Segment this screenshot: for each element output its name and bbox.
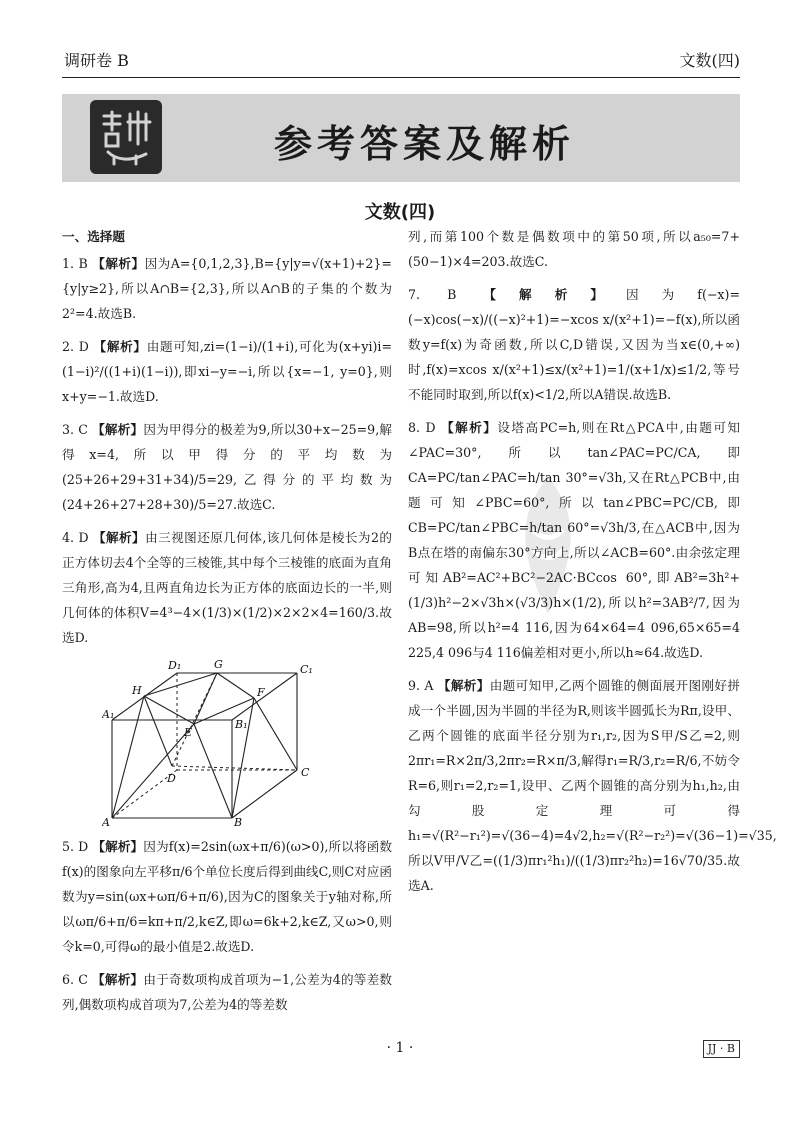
analysis-tag: 【解析】 [92, 422, 144, 437]
label-g: G [214, 658, 223, 671]
continuation-text: 列,而第100个数是偶数项中的第50项,所以a₅₀=7+(50−1)×4=203.故选C. [408, 229, 740, 269]
label-a1: A₁ [102, 708, 115, 721]
title-banner [62, 94, 740, 182]
analysis-tag: 【解析】 [483, 287, 626, 302]
label-f: F [257, 686, 265, 699]
label-h: H [132, 684, 142, 697]
item-number: 6. C [62, 972, 88, 987]
answer-item [408, 673, 777, 898]
item-number: 2. D [62, 339, 89, 354]
label-b: B [234, 816, 243, 828]
analysis-tag: 【解析】 [92, 972, 144, 987]
label-b1: B₁ [235, 718, 248, 731]
answer-item [408, 415, 740, 665]
analysis-tag: 【解析】 [92, 256, 145, 271]
header-rule [62, 77, 740, 78]
header-left: 调研卷 B [64, 51, 129, 70]
page-number: · 1 · [386, 1040, 414, 1056]
label-d: D [167, 772, 176, 785]
analysis-tag: 【解析】 [93, 339, 147, 354]
analysis-tag: 【解析】 [92, 839, 144, 854]
label-c: C [301, 766, 310, 779]
item-number: 8. D [408, 420, 436, 435]
analysis-tag: 【解析】 [437, 678, 490, 693]
footer-code-badge: JJ · B [703, 1040, 740, 1058]
analysis-tag: 【解析】 [441, 420, 498, 435]
item-number: 1. B [62, 256, 88, 271]
answer-item [62, 834, 392, 959]
answer-item [62, 251, 392, 326]
item-text: 因为f(−x)=(−x)cos(−x)/((−x)²+1)=−xcos x/(x²+1)=−f(x),所以函数y=f(x)为奇函数,所以C,D错误,又因为当x∈(0,+∞)时,f(x)=xcos x/(x²+1)≤x/(x²+1)=1/(x+1/x)≤1/2,等号不能同时取到,所以f(x)<1/2,所以A错误.故选B. [408, 287, 740, 402]
header-right: 文数(四) [679, 51, 740, 70]
item-number: 5. D [62, 839, 89, 854]
item-number: 7. B [408, 287, 457, 302]
label-c1: C₁ [300, 663, 313, 676]
page-subtitle: 文数(四) [364, 202, 436, 223]
banner-title: 参考答案及解析 [274, 122, 576, 166]
section-title: 一、选择题 [62, 229, 125, 244]
geometry-figure [102, 658, 342, 828]
item-text: 由题可知,zi=(1−i)/(1+i),可化为(x+yi)i=(1−i)²/((1+i)(1−i)),即xi−y=−i,所以{x=−1, y=0},则x+y=−1.故选D. [62, 339, 393, 404]
analysis-tag: 【解析】 [92, 530, 146, 545]
item-text: 由于奇数项构成首项为−1,公差为4的等差数列,偶数项构成首项为7,公差为4的等差数 [62, 972, 392, 1012]
left-column [62, 224, 392, 1025]
item-text: 因为甲得分的极差为9,所以30+x−25=9,解得x=4,所以甲得分的平均数为(25+26+29+31+34)/5=29,乙得分的平均数为(24+26+27+28+30)/5=27.故选C. [62, 422, 393, 512]
item-text: 由三视图还原几何体,该几何体是棱长为2的正方体切去4个全等的三棱锥,其中每个三棱锥的底面为直角三角形,高为4,且两直角边长为正方体的底面边长的一半,则几何体的体积V=4³−4×(1/3)×(1/2)×2×2×4=160/3.故选D. [62, 530, 392, 645]
item-text: 由题可知甲,乙两个圆锥的侧面展开图刚好拼成一个半圆,因为半圆的半径为R,则该半圆弧长为Rπ,设甲、乙两个圆锥的底面半径分别为r₁,r₂,因为S甲/S乙=2,则2πr₁=R×2π/3,2πr₂=R×π/3,解得r₁=R/3,r₂=R/6,不妨令R=6,则r₁=2,r₂=1,设甲、乙两个圆锥的高分别为h₁,h₂,由勾股定理可得h₁=√(R²−r₁²)=√(36−4)=4√2,h₂=√(R²−r₂²)=√(36−1)=√35,所以V甲/V乙=((1/3)πr₁²h₁)/((1/3)πr₂²h₂)=16√70/35.故选A. [408, 678, 777, 893]
answer-item [62, 417, 392, 517]
item-number: 9. A [408, 678, 434, 693]
item-number: 4. D [62, 530, 89, 545]
item-text: 因为A={0,1,2,3},B={y|y=√(x+1)+2}={y|y≥2},所以A∩B={2,3},所以A∩B的子集的个数为2²=4.故选B. [62, 256, 392, 321]
item-text: 设塔高PC=h,则在Rt△PCA中,由题可知∠PAC=30°,所以tan∠PAC=PC/CA,即CA=PC/tan∠PAC=h/tan 30°=√3h,又在Rt△PCB中,由题可知∠PBC=60°,所以tan∠PBC=PC/CB,即CB=PC/tan∠PBC=h/tan 60°=√3h/3,在△ACB中,因为B点在塔的南偏东30°方向上,所以∠ACB=60°.由余弦定理可知AB²=AC²+BC²−2AC·BCcos 60°,即AB²=3h²+(1/3)h²−2×√3h×(√3/3)h×(1/2),所以h²=3AB²/7,因为AB=98,所以h²=4 116,因为64×64=4 096,65×65=4 225,4 096与4 116偏差相对更小,所以h≈64.故选D. [408, 420, 741, 660]
answer-item [62, 525, 392, 650]
answer-item [408, 282, 740, 407]
label-a: A [102, 816, 110, 828]
answer-item [62, 967, 392, 1017]
right-column [408, 224, 777, 906]
item-text: 因为f(x)=2sin(ωx+π/6)(ω>0),所以将函数f(x)的图象向左平移π/6个单位长度后得到曲线C,则C对应函数为y=sin(ωx+ωπ/6+π/6),因为C的图象关于y轴对称,所以ωπ/6+π/6=kπ+π/2,k∈Z,即ω=6k+2,k∈Z,又ω>0,则令k=0,可得ω的最小值是2.故选D. [62, 839, 392, 954]
label-e: E [184, 726, 193, 739]
label-d1: D₁ [168, 659, 182, 672]
answer-item [62, 334, 392, 409]
item-number: 3. C [62, 422, 88, 437]
logo-seal-icon [90, 100, 162, 174]
